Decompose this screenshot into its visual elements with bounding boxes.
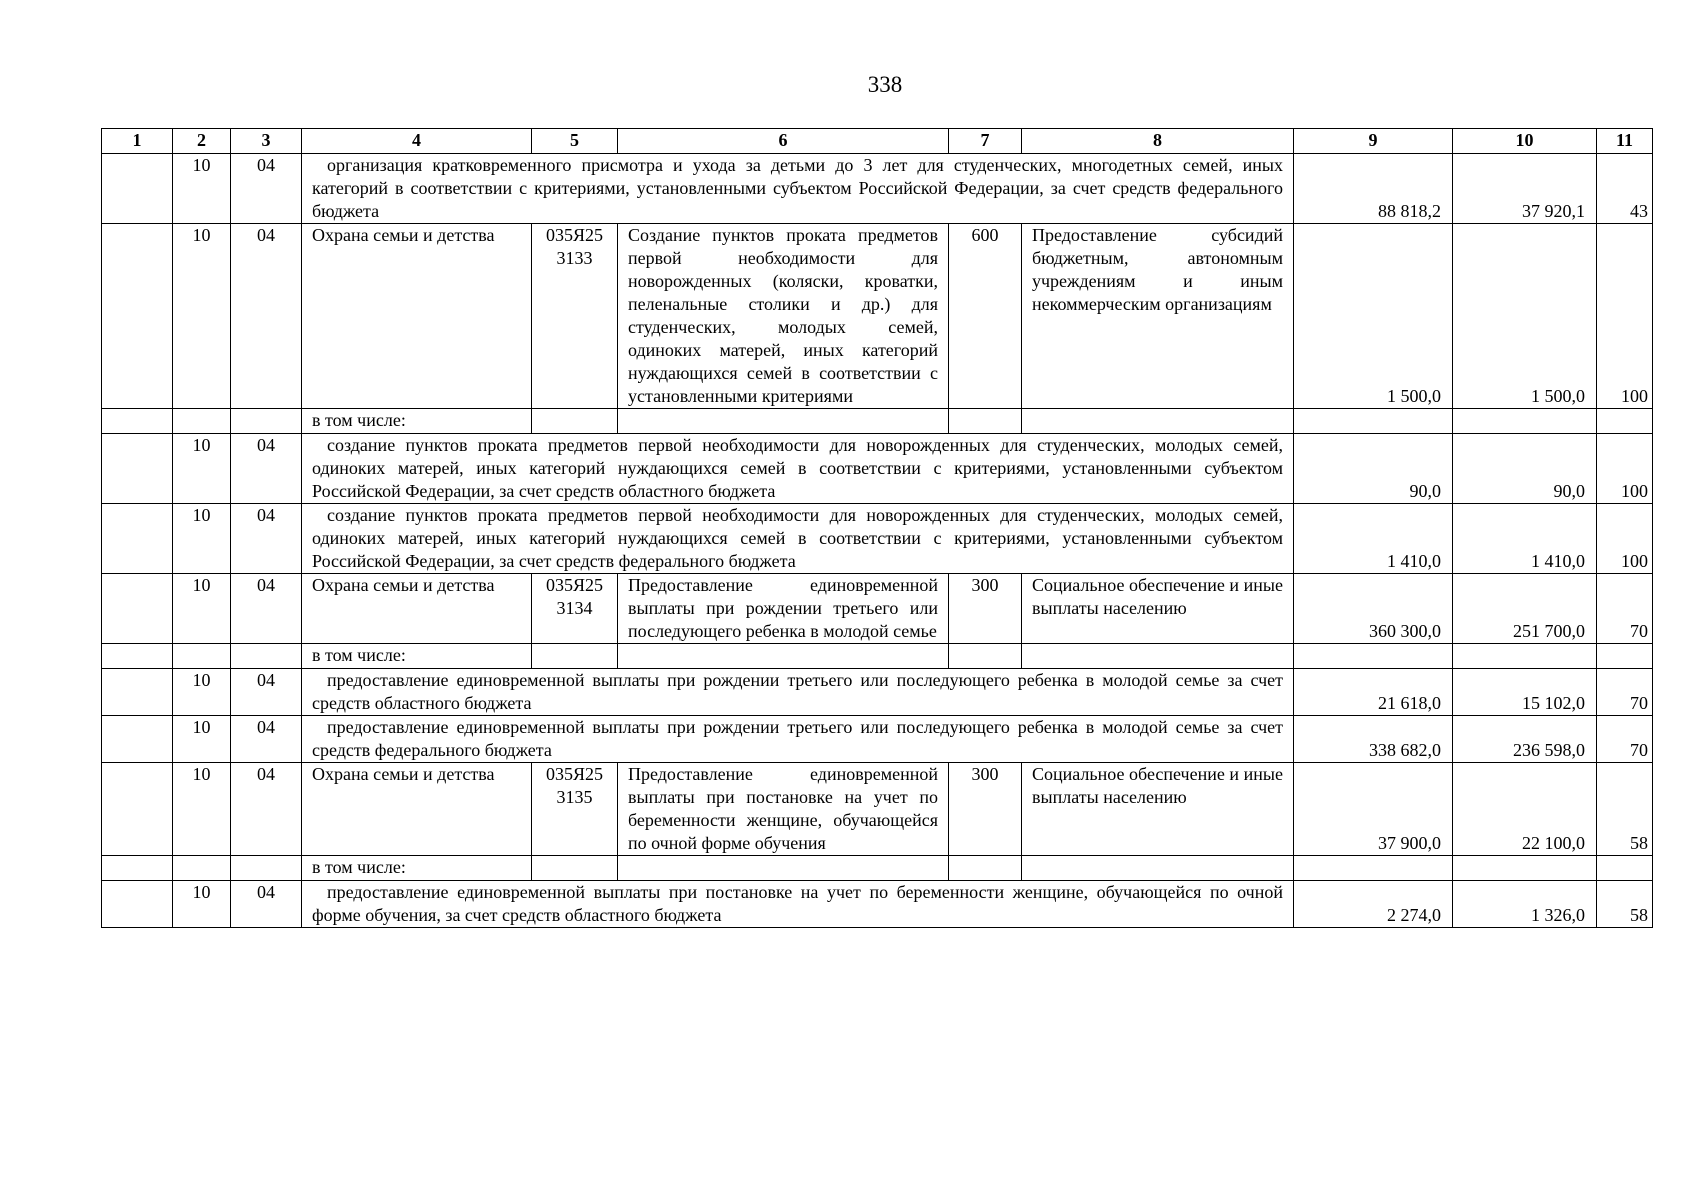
- percent: 100: [1597, 434, 1653, 504]
- expense-description: Предоставление единовременной выплаты при рождении третьего или последующего ребенка в молодой семье: [618, 574, 949, 644]
- table-row: [102, 881, 1653, 928]
- amount-executed: 37 920,1: [1453, 154, 1597, 224]
- header-cell: 6: [618, 129, 949, 154]
- percent: 100: [1597, 224, 1653, 409]
- section-code: 10: [173, 154, 231, 224]
- percent: 58: [1597, 763, 1653, 856]
- amount-planned: 1 410,0: [1294, 504, 1453, 574]
- table-row: [102, 856, 1653, 881]
- cell-col1: [102, 574, 173, 644]
- header-cell: 3: [231, 129, 302, 154]
- target-article-code: 035Я25 3133: [532, 224, 618, 409]
- cell-col1: [102, 716, 173, 763]
- amount-executed: 1 500,0: [1453, 224, 1597, 409]
- header-cell: 9: [1294, 129, 1453, 154]
- cell-col1: [102, 763, 173, 856]
- subsection-code: 04: [231, 224, 302, 409]
- expense-type-code: 600: [949, 224, 1022, 409]
- amount-executed: 90,0: [1453, 434, 1597, 504]
- subsection-code: 04: [231, 574, 302, 644]
- header-cell: 8: [1022, 129, 1294, 154]
- target-article-code: 035Я25 3135: [532, 763, 618, 856]
- budget-table: [101, 128, 1653, 928]
- page-number: 338: [867, 72, 903, 97]
- program-name: Охрана семьи и детства: [302, 574, 532, 644]
- row-description: организация кратковременного присмотра и ухода за детьми до 3 лет для студенческих, многодетных семей, иных категорий в соответствии с критериями, установленными субъектом Российской Федерации, за счет средств федерального бюджета: [302, 154, 1294, 224]
- header-cell: 1: [102, 129, 173, 154]
- section-code: 10: [173, 574, 231, 644]
- program-name: Охрана семьи и детства: [302, 224, 532, 409]
- cell-col1: [102, 504, 173, 574]
- table-row: [102, 716, 1653, 763]
- amount-executed: 22 100,0: [1453, 763, 1597, 856]
- cell-col1: [102, 669, 173, 716]
- percent: 70: [1597, 574, 1653, 644]
- amount-planned: 1 500,0: [1294, 224, 1453, 409]
- section-code: 10: [173, 504, 231, 574]
- table-row: [102, 434, 1653, 504]
- header-row: [102, 129, 1653, 154]
- section-code: 10: [173, 881, 231, 928]
- cell-col1: [102, 154, 173, 224]
- including-label: в том числе:: [302, 644, 532, 669]
- row-description: предоставление единовременной выплаты при рождении третьего или последующего ребенка в молодой семье за счет средств областного бюджета: [302, 669, 1294, 716]
- subsection-code: 04: [231, 434, 302, 504]
- row-description: создание пунктов проката предметов первой необходимости для новорожденных для студенческих, молодых семей, одиноких матерей, иных категорий нуждающихся семей в соответствии с критериями, установленными субъектом Российской Федерации, за счет средств федерального бюджета: [302, 504, 1294, 574]
- table-row: [102, 669, 1653, 716]
- cell-col1: [102, 224, 173, 409]
- section-code: 10: [173, 763, 231, 856]
- target-article-code: 035Я25 3134: [532, 574, 618, 644]
- table-row: [102, 504, 1653, 574]
- amount-planned: 360 300,0: [1294, 574, 1453, 644]
- subsection-code: 04: [231, 504, 302, 574]
- expense-type-name: Предоставление субсидий бюджетным, автономным учреждениям и иным некоммерческим организациям: [1022, 224, 1294, 409]
- percent: 70: [1597, 716, 1653, 763]
- program-name: Охрана семьи и детства: [302, 763, 532, 856]
- amount-executed: 236 598,0: [1453, 716, 1597, 763]
- percent: 100: [1597, 504, 1653, 574]
- including-label: в том числе:: [302, 856, 532, 881]
- header-cell: 11: [1597, 129, 1653, 154]
- header-cell: 7: [949, 129, 1022, 154]
- amount-executed: 1 410,0: [1453, 504, 1597, 574]
- subsection-code: 04: [231, 763, 302, 856]
- table-row: [102, 574, 1653, 644]
- cell-col1: [102, 881, 173, 928]
- amount-executed: 1 326,0: [1453, 881, 1597, 928]
- section-code: 10: [173, 716, 231, 763]
- expense-description: Предоставление единовременной выплаты при постановке на учет по беременности женщине, обучающейся по очной форме обучения: [618, 763, 949, 856]
- subsection-code: 04: [231, 154, 302, 224]
- header-cell: 5: [532, 129, 618, 154]
- header-cell: 2: [173, 129, 231, 154]
- section-code: 10: [173, 434, 231, 504]
- including-label: в том числе:: [302, 409, 532, 434]
- amount-planned: 88 818,2: [1294, 154, 1453, 224]
- row-description: предоставление единовременной выплаты при рождении третьего или последующего ребенка в молодой семье за счет средств федерального бюджета: [302, 716, 1294, 763]
- percent: 58: [1597, 881, 1653, 928]
- amount-planned: 2 274,0: [1294, 881, 1453, 928]
- amount-planned: 90,0: [1294, 434, 1453, 504]
- section-code: 10: [173, 669, 231, 716]
- subsection-code: 04: [231, 669, 302, 716]
- amount-executed: 15 102,0: [1453, 669, 1597, 716]
- section-code: 10: [173, 224, 231, 409]
- expense-type-name: Социальное обеспечение и иные выплаты населению: [1022, 763, 1294, 856]
- amount-planned: 21 618,0: [1294, 669, 1453, 716]
- percent: 70: [1597, 669, 1653, 716]
- row-description: предоставление единовременной выплаты при постановке на учет по беременности женщине, обучающейся по очной форме обучения, за счет средств областного бюджета: [302, 881, 1294, 928]
- amount-executed: 251 700,0: [1453, 574, 1597, 644]
- subsection-code: 04: [231, 881, 302, 928]
- subsection-code: 04: [231, 716, 302, 763]
- table-row: [102, 224, 1653, 409]
- amount-planned: 37 900,0: [1294, 763, 1453, 856]
- expense-type-code: 300: [949, 763, 1022, 856]
- row-description: создание пунктов проката предметов первой необходимости для новорожденных для студенческих, молодых семей, одиноких матерей, иных категорий нуждающихся семей в соответствии с критериями, установленными субъектом Российской Федерации, за счет средств областного бюджета: [302, 434, 1294, 504]
- table-row: [102, 154, 1653, 224]
- table-row: [102, 763, 1653, 856]
- percent: 43: [1597, 154, 1653, 224]
- table-row: [102, 409, 1653, 434]
- expense-type-name: Социальное обеспечение и иные выплаты населению: [1022, 574, 1294, 644]
- expense-type-code: 300: [949, 574, 1022, 644]
- amount-planned: 338 682,0: [1294, 716, 1453, 763]
- expense-description: Создание пунктов проката предметов первой необходимости для новорожденных (коляски, кроватки, пеленальные столики и др.) для студенческих, молодых семей, одиноких матерей, иных категорий нуждающихся семей в соответствии с установленными критериями: [618, 224, 949, 409]
- header-cell: 10: [1453, 129, 1597, 154]
- cell-col1: [102, 434, 173, 504]
- table-row: [102, 644, 1653, 669]
- header-cell: 4: [302, 129, 532, 154]
